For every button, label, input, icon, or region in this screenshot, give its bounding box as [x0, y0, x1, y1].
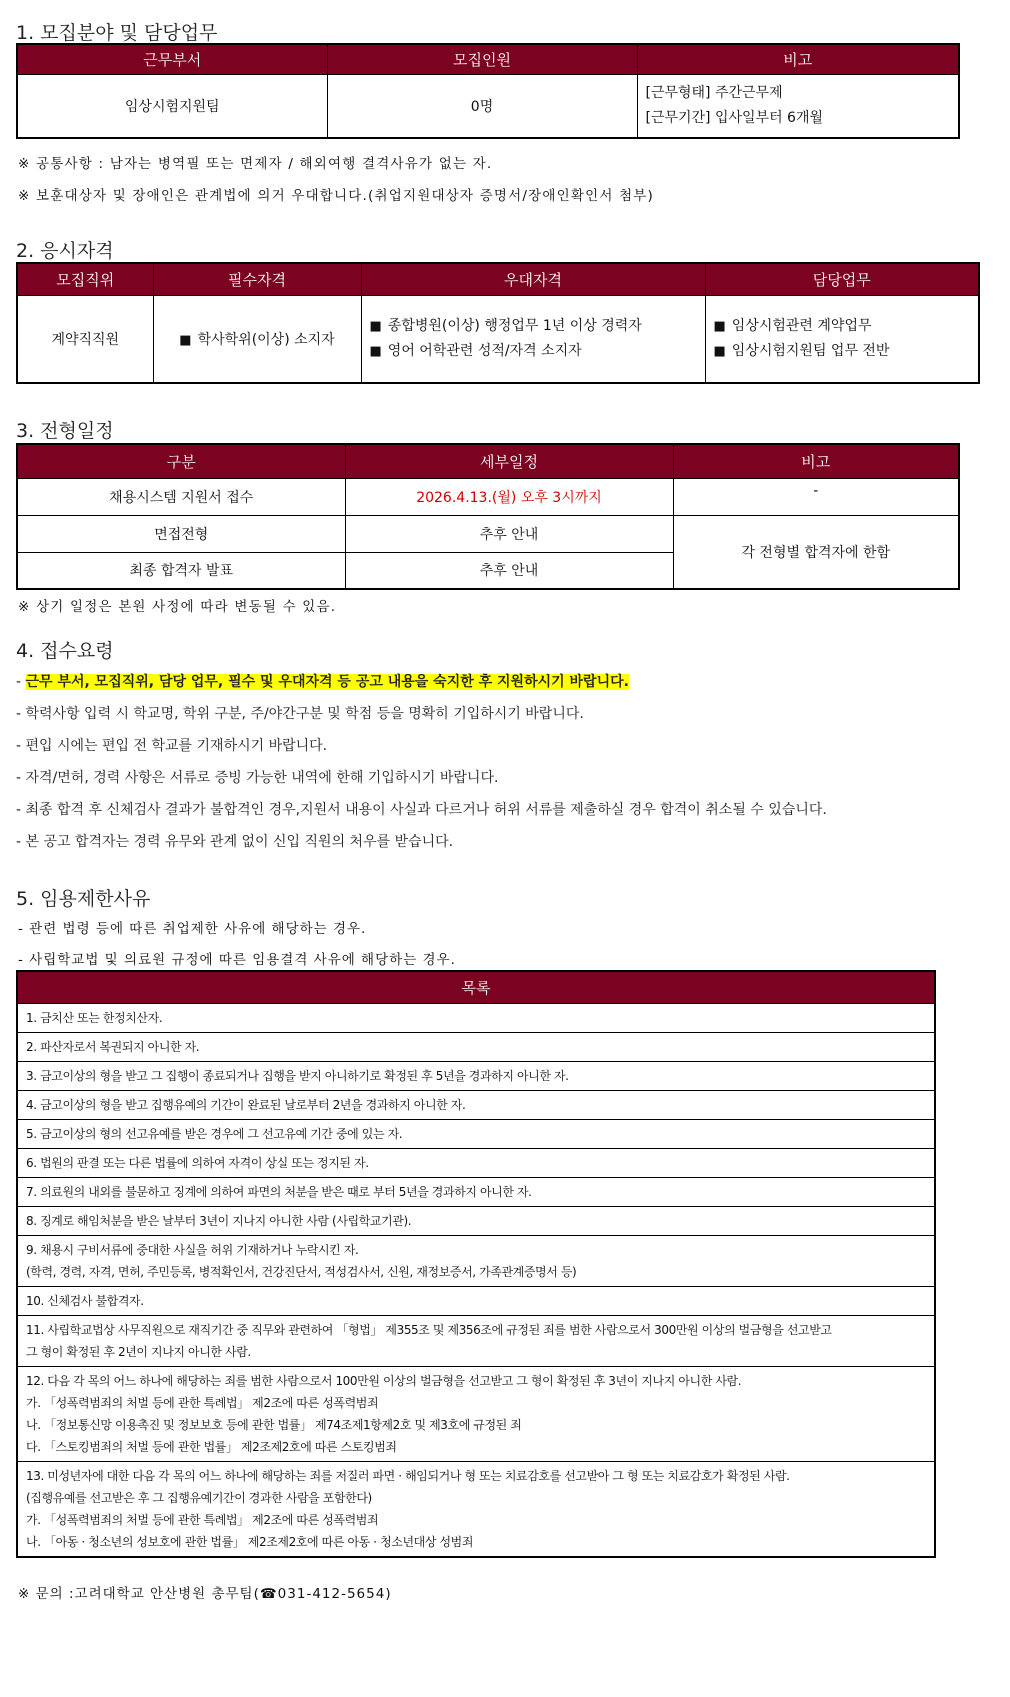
- schedule-row-3-date: 추후 안내: [345, 552, 673, 589]
- position-cell: 계약직직원: [17, 295, 153, 383]
- restriction-item-cell: [17, 1177, 935, 1206]
- restriction-item-line: 6. 법원의 판결 또는 다른 법률에 의하여 자격이 상실 또는 정지된 자.: [26, 1155, 369, 1170]
- restriction-item-line: 3. 금고이상의 형을 받고 그 집행이 종료되거나 집행을 받지 아니하기로 확정된 후 5년을 경과하지 아니한 자.: [26, 1068, 569, 1083]
- restriction-item-cell: [17, 1235, 935, 1286]
- duty-2: 임상시험지원팀 업무 전반: [731, 342, 890, 359]
- header-remark: 비고: [673, 444, 959, 478]
- restriction-item-cell: [17, 1461, 935, 1557]
- section-4-title: 4. 접수요령: [16, 640, 114, 662]
- restriction-item-cell: [17, 1148, 935, 1177]
- header-dept: 근무부서: [17, 44, 327, 74]
- restriction-item: [17, 1206, 935, 1235]
- restriction-item-line: (집행유예를 선고받은 후 그 집행유예기간이 경과한 사람을 포함한다): [26, 1490, 372, 1505]
- header-duty: 담당업무: [705, 263, 979, 295]
- header-position: 모집직위: [17, 263, 153, 295]
- restriction-item-cell: [17, 1119, 935, 1148]
- recruit-field-table: [16, 43, 960, 139]
- restriction-item-line: 다. 「스토킹범죄의 처벌 등에 관한 법률」 제2조제2호에 따른 스토킹범죄: [26, 1439, 397, 1454]
- application-line-5: - 본 공고 합격자는 경력 유무와 관계 없이 신입 직원의 처우를 받습니다.: [16, 834, 454, 850]
- restriction-list-table: [16, 970, 936, 1558]
- restriction-item-line: 나. 「정보통신망 이용촉진 및 정보보호 등에 관한 법률」 제74조제1항제2호 및 제3호에 규정된 죄: [26, 1417, 522, 1432]
- restriction-item-line: 11. 사립학교법상 사무직원으로 재직기간 중 직무와 관련하여 「형법」 제355조 및 제356조에 규정된 죄를 범한 사람으로서 300만원 이상의 벌금형을 선고받고: [26, 1322, 832, 1337]
- common-remark: ※ 공통사항 : 남자는 병역필 또는 면제자 / 해외여행 결격사유가 없는 자.: [18, 156, 493, 172]
- header-count: 모집인원: [327, 44, 637, 74]
- restriction-item-cell: [17, 1090, 935, 1119]
- section-5-title: 5. 임용제한사유: [16, 888, 151, 910]
- bullet-icon: ■: [179, 332, 192, 348]
- count-cell: 0명: [327, 74, 637, 138]
- preferred-2: 영어 어학관련 성적/자격 소지자: [387, 342, 582, 359]
- restriction-line-2: - 사립학교법 및 의료원 규정에 따른 임용결격 사유에 해당하는 경우.: [18, 952, 456, 968]
- restriction-item: [17, 1235, 935, 1286]
- restriction-item-line: 12. 다음 각 목의 어느 하나에 해당하는 죄를 범한 사람으로서 100만원 이상의 벌금형을 선고받고 그 형이 확정된 후 3년이 지나지 아니한 사람.: [26, 1373, 742, 1388]
- duty-cell: [705, 295, 979, 383]
- section-1-title: 1. 모집분야 및 담당업무: [16, 22, 218, 44]
- section-3-title: 3. 전형일정: [16, 420, 114, 442]
- qualification-table: [16, 262, 980, 384]
- bullet-icon: ■: [713, 318, 726, 334]
- bullet-icon: ■: [713, 343, 726, 359]
- schedule-remark: ※ 상기 일정은 본원 사정에 따라 변동될 수 있음.: [18, 599, 337, 615]
- restriction-item: [17, 1366, 935, 1461]
- header-preferred: 우대자격: [361, 263, 705, 295]
- work-period: [근무기간] 입사일부터 6개월: [645, 109, 823, 126]
- restriction-item-line: 1. 금치산 또는 한정치산자.: [26, 1010, 163, 1025]
- restriction-item-line: (학력, 경력, 자격, 면허, 주민등록, 병적확인서, 건강진단서, 적성검사서, 신원, 재정보증서, 가족관계증명서 등): [26, 1264, 577, 1279]
- duty-1: 임상시험관련 계약업무: [731, 317, 872, 334]
- restriction-item-cell: [17, 1032, 935, 1061]
- header-note: 비고: [637, 44, 959, 74]
- restriction-item: [17, 1003, 935, 1032]
- restriction-item-line: 9. 채용시 구비서류에 중대한 사실을 허위 기재하거나 누락시킨 자.: [26, 1242, 359, 1257]
- dept-cell: 임상시험지원팀: [17, 74, 327, 138]
- preferred-cell: [361, 295, 705, 383]
- schedule-row-1-name: 채용시스템 지원서 접수: [17, 478, 345, 515]
- bullet-icon: ■: [369, 318, 382, 334]
- restriction-item: [17, 1090, 935, 1119]
- restriction-item-line: 13. 미성년자에 대한 다음 각 목의 어느 하나에 해당하는 죄를 저질러 파면 · 해임되거나 형 또는 치료감호를 선고받아 그 형 또는 치료감호가 확정된 사람.: [26, 1468, 790, 1483]
- application-line-3: - 자격/면허, 경력 사항은 서류로 증빙 가능한 내역에 한해 기입하시기 바랍니다.: [16, 770, 499, 786]
- restriction-item-line: 8. 징계로 해임처분을 받은 날부터 3년이 지나지 아니한 사람 (사립학교기관).: [26, 1213, 412, 1228]
- restriction-item-line: 2. 파산자로서 복권되지 아니한 자.: [26, 1039, 200, 1054]
- header-schedule: 세부일정: [345, 444, 673, 478]
- application-line-4: - 최종 합격 후 신체검사 결과가 불합격인 경우,지원서 내용이 사실과 다르거나 허위 서류를 제출하실 경우 합격이 취소될 수 있습니다.: [16, 802, 827, 818]
- restriction-item-cell: [17, 1061, 935, 1090]
- bullet-icon: ■: [369, 343, 382, 359]
- schedule-row-2-date: 추후 안내: [345, 515, 673, 552]
- note-cell: [637, 74, 959, 138]
- required-text: 학사학위(이상) 소지자: [197, 331, 335, 348]
- restriction-item: [17, 1119, 935, 1148]
- application-line-1: - 학력사항 입력 시 학교명, 학위 구분, 주/야간구분 및 학점 등을 명확히 기입하시기 바랍니다.: [16, 706, 584, 722]
- restriction-item-line: 4. 금고이상의 형을 받고 집행유예의 기간이 완료된 날로부터 2년을 경과하지 아니한 자.: [26, 1097, 466, 1112]
- schedule-row-2-name: 면접전형: [17, 515, 345, 552]
- preferred-1: 종합병원(이상) 행정업무 1년 이상 경력자: [387, 317, 642, 334]
- header-required: 필수자격: [153, 263, 361, 295]
- restriction-item-line: 10. 신체검사 불합격자.: [26, 1293, 144, 1308]
- restriction-item-line: 가. 「성폭력범죄의 처벌 등에 관한 특례법」 제2조에 따른 성폭력범죄: [26, 1395, 379, 1410]
- restriction-item-line: 7. 의료원의 내외를 불문하고 징계에 의하여 파면의 처분을 받은 때로 부터 5년을 경과하지 아니한 자.: [26, 1184, 532, 1199]
- restriction-item-cell: [17, 1366, 935, 1461]
- restriction-item-line: 가. 「성폭력범죄의 처벌 등에 관한 특례법」 제2조에 따른 성폭력범죄: [26, 1512, 379, 1527]
- schedule-merged-note: 각 전형별 합격자에 한함: [673, 515, 959, 589]
- restriction-item: [17, 1177, 935, 1206]
- schedule-row-3-name: 최종 합격자 발표: [17, 552, 345, 589]
- contact-info: ※ 문의 :고려대학교 안산병원 총무팀(☎031-412-5654): [18, 1586, 392, 1602]
- application-highlight-line: [16, 671, 629, 691]
- restriction-item: [17, 1286, 935, 1315]
- section-2-title: 2. 응시자격: [16, 240, 114, 262]
- restriction-item: [17, 1032, 935, 1061]
- schedule-row-1-note: -: [673, 478, 959, 515]
- required-cell: [153, 295, 361, 383]
- list-header: 목록: [17, 971, 935, 1003]
- dash: -: [16, 674, 26, 690]
- restriction-item-cell: [17, 1286, 935, 1315]
- header-category: 구분: [17, 444, 345, 478]
- restriction-item-line: 5. 금고이상의 형의 선고유예를 받은 경우에 그 선고유예 기간 중에 있는 자.: [26, 1126, 403, 1141]
- restriction-item-line: 나. 「아동 · 청소년의 성보호에 관한 법률」 제2조제2호에 따른 아동 · 청소년대상 성범죄: [26, 1534, 474, 1549]
- restriction-item: [17, 1461, 935, 1557]
- restriction-item-cell: [17, 1003, 935, 1032]
- application-line-2: - 편입 시에는 편입 전 학교를 기재하시기 바랍니다.: [16, 738, 328, 754]
- restriction-item-cell: [17, 1206, 935, 1235]
- highlight-text: 근무 부서, 모집직위, 담당 업무, 필수 및 우대자격 등 공고 내용을 숙지한 후 지원하시기 바랍니다.: [25, 674, 629, 690]
- restriction-item-cell: [17, 1315, 935, 1366]
- restriction-item: [17, 1315, 935, 1366]
- veteran-remark: ※ 보훈대상자 및 장애인은 관계법에 의거 우대합니다.(취업지원대상자 증명서/장애인확인서 첨부): [18, 188, 655, 204]
- restriction-line-1: - 관련 법령 등에 따른 취업제한 사유에 해당하는 경우.: [18, 921, 367, 937]
- restriction-item-line: 그 형이 확정된 후 2년이 지나지 아니한 사람.: [26, 1344, 251, 1359]
- restriction-item: [17, 1061, 935, 1090]
- schedule-row-1-date: 2026.4.13.(월) 오후 3시까지: [345, 478, 673, 515]
- restriction-item: [17, 1148, 935, 1177]
- work-type: [근무형태] 주간근무제: [645, 84, 783, 101]
- schedule-table: [16, 443, 960, 590]
